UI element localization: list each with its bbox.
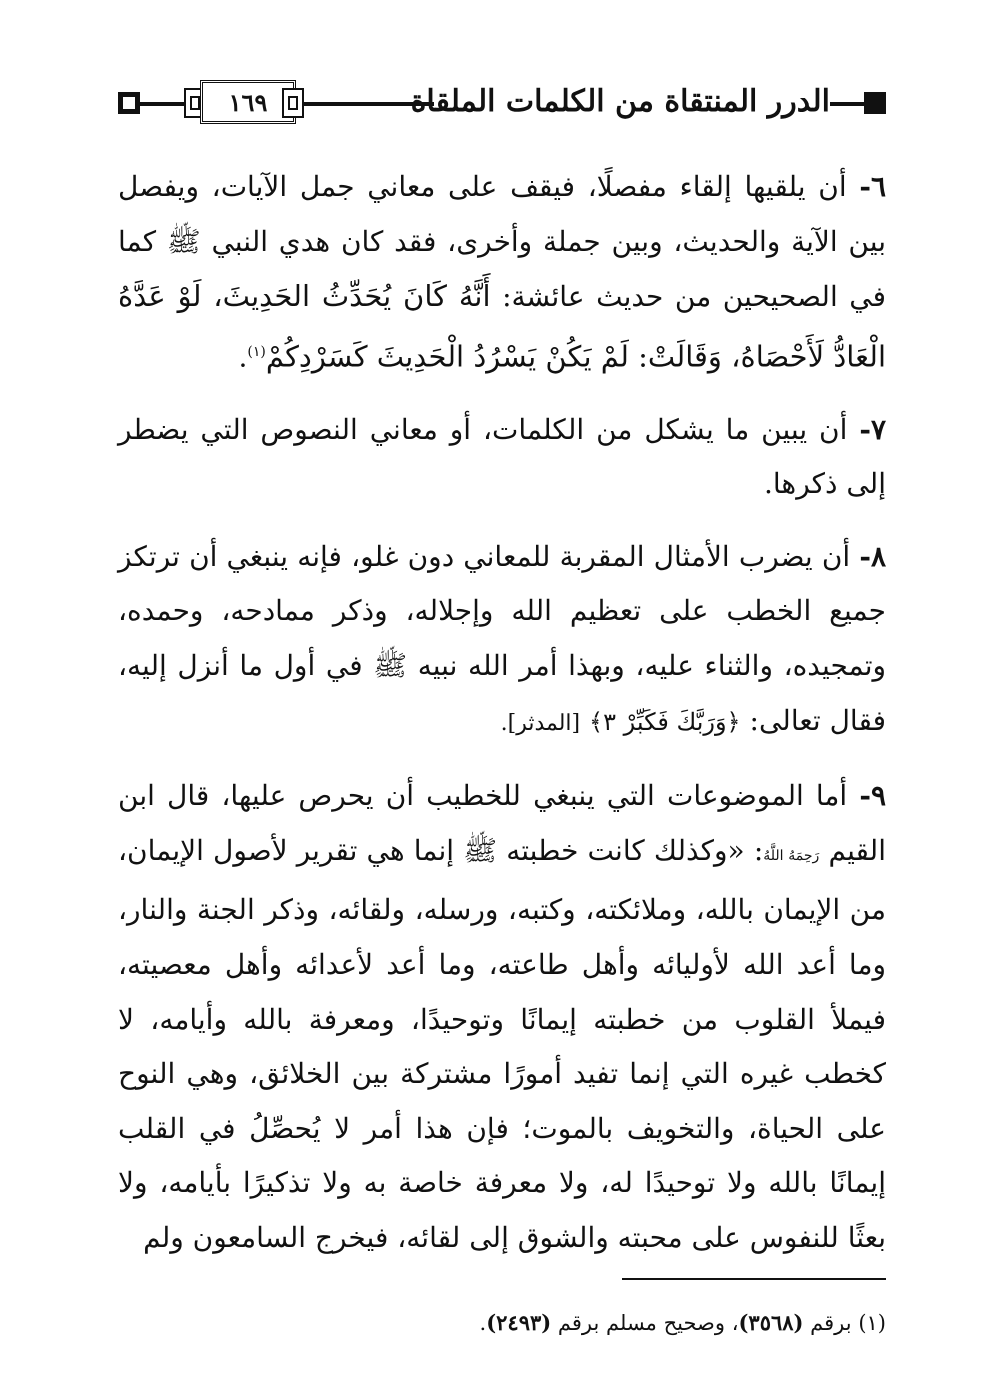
paragraph-text: أما الموضوعات التي ينبغي للخطيب أن يحرص عليها، قال ابن القيم bbox=[118, 779, 886, 867]
paragraph-text: في أول ما أنزل إليه، فقال تعالى: bbox=[118, 649, 886, 737]
hadith-number: (٢٤٩٣) bbox=[486, 1310, 552, 1335]
item-number: ٦- bbox=[859, 170, 886, 203]
sentence-end: . bbox=[479, 1311, 487, 1335]
item-number: ٧- bbox=[859, 412, 886, 446]
paragraph-8 bbox=[118, 530, 886, 751]
paragraph-text: أن يضرب الأمثال المقربة للمعاني دون غلو، فإنه ينبغي أن ترتكز جميع الخطب على تعظيم الله وإجلاله، وذكر ممادحه، وحمده، وتمجيده، والثناء عليه، وبهذا أمر الله نبيه bbox=[118, 539, 887, 683]
page-header bbox=[118, 78, 886, 130]
footnote-text: ، وصحيح مسلم برقم bbox=[557, 1311, 739, 1335]
paragraph-6 bbox=[118, 160, 886, 385]
salawat-glyph: ﷺ bbox=[463, 833, 498, 867]
open-square-ornament bbox=[118, 92, 140, 114]
page-number: ١٦٩ bbox=[200, 80, 296, 124]
sentence-end: . bbox=[238, 340, 248, 374]
paragraph-text: : «وكذلك كانت خطبته bbox=[506, 833, 764, 867]
paragraph-7 bbox=[118, 403, 886, 512]
main-text bbox=[118, 160, 886, 1266]
footnote-text: برقم bbox=[810, 1311, 852, 1335]
quran-verse: ﴿وَرَبَّكَ فَكَبِّرْ ٣﴾ bbox=[589, 707, 741, 736]
item-number: ٨- bbox=[859, 539, 887, 573]
book-title: الدرر المنتقاة من الكلمات الملقاة bbox=[434, 78, 830, 126]
sura-reference: [المدثر]. bbox=[500, 710, 581, 736]
rahimahullah-glyph: رَحِمَهُ اللَّهُ bbox=[763, 847, 820, 864]
footnote-marker: (١) bbox=[858, 1311, 886, 1335]
salawat-glyph: ﷺ bbox=[373, 649, 408, 683]
paragraph-text: إنما هي تقرير لأصول الإيمان، من الإيمان بالله، وملائكته، وكتبه، ورسله، ولقائه، وذكر الجنة والنار، وما أعد الله لأوليائه وأهل طاعته، وما أعد لأعدائه وأهل معصيته، فيملأ القلوب من خطبته إيمانًا وتوحيدًا، ومعرفة بالله وأيامه، لا كخطب غيره التي إنما تفيد أمورًا مشتركة بين الخلائق، وهي النوح على الحياة، والتخويف بالموت؛ فإن هذا أمر لا يُحصِّلُ في القلب إيمانًا بالله ولا توحيدًا له، ولا معرفة خاصة به ولا تذكيرًا بأيامه، ولا بعثًا للنفوس على محبته والشوق إلى لقائه، فيخرج السامعون ولم bbox=[118, 833, 886, 1255]
paragraph-9 bbox=[118, 769, 886, 1265]
paragraph-text: أن يلقيها إلقاء مفصلًا، فيقف على معاني جمل الآيات، ويفصل بين الآية والحديث، وبين جملة وأخرى، فقد كان هدي النبي bbox=[118, 170, 886, 258]
footnote-reference: (١) bbox=[247, 343, 266, 360]
knot-ornament-right bbox=[282, 88, 304, 118]
solid-square-ornament bbox=[864, 92, 886, 114]
footnote bbox=[118, 1303, 886, 1343]
paragraph-text: كما في الصحيحين من حديث عائشة: bbox=[118, 224, 886, 314]
paragraph-text: أن يبين ما يشكل من الكلمات، أو معاني النصوص التي يضطر إلى ذكرها. bbox=[118, 412, 886, 501]
item-number: ٩- bbox=[859, 779, 886, 813]
hadith-number: (٣٥٦٨) bbox=[738, 1310, 804, 1335]
footnote-separator bbox=[622, 1278, 886, 1280]
hadith-quote: أَنَّهُ كَانَ يُحَدِّثُ الحَدِيثَ، لَوْ عَدَّهُ الْعَادُّ لَأَحْصَاهُ، وَقَالَتْ: لَمْ يَكُنْ يَسْرُدُ الْحَدِيثَ كَسَرْدِكُمْ bbox=[118, 279, 886, 374]
salawat-glyph: ﷺ bbox=[166, 224, 201, 258]
